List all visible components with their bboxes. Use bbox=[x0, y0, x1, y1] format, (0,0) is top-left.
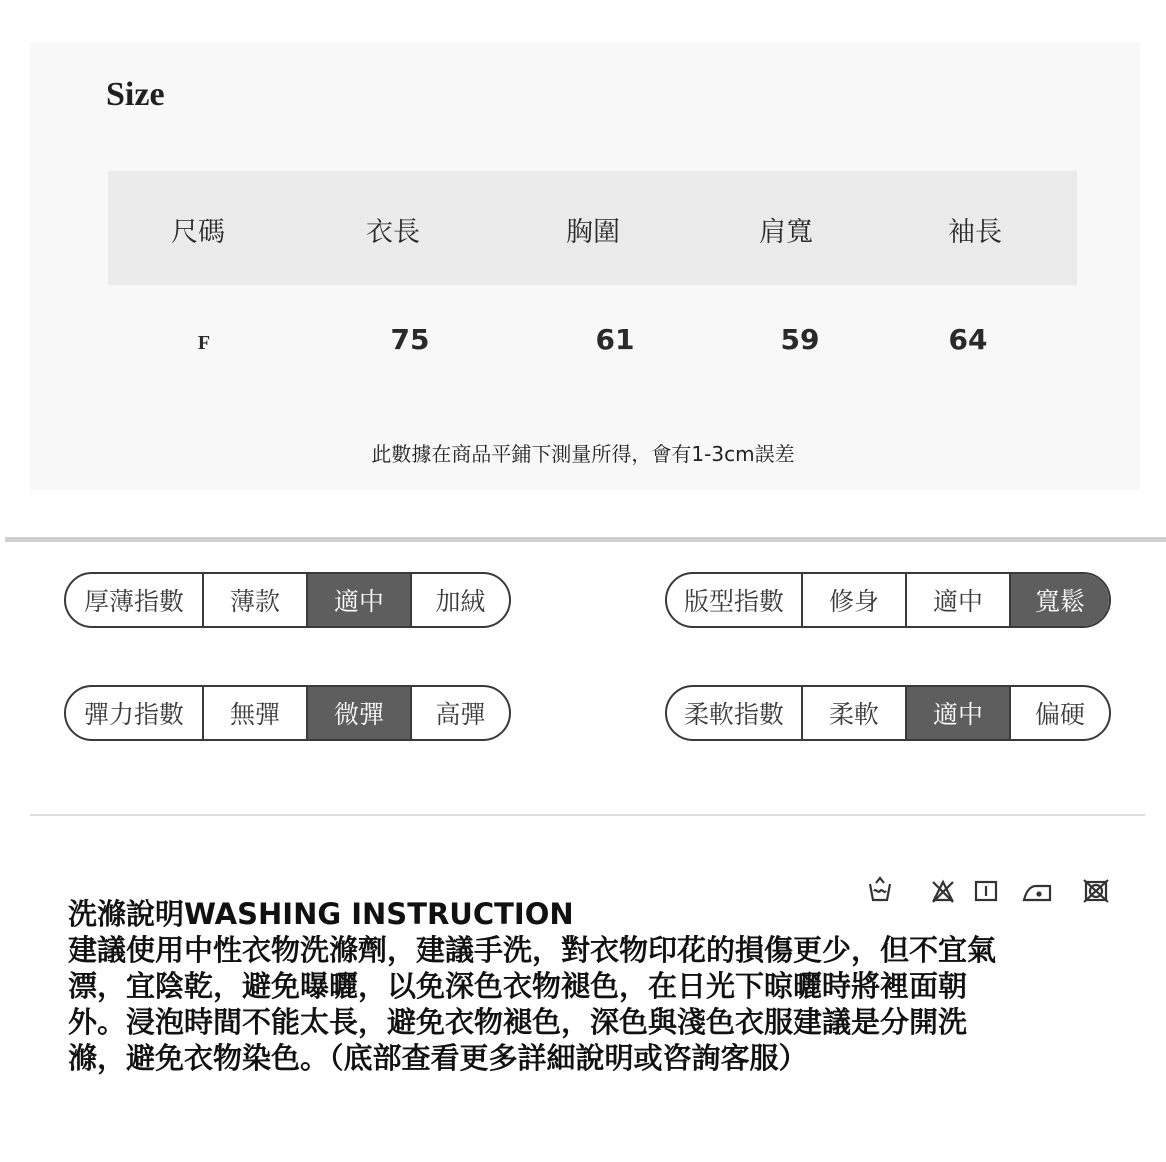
thickness-index-label: 厚薄指數 bbox=[83, 587, 184, 616]
softness-index bbox=[665, 685, 1111, 741]
value-sleeve: 64 bbox=[948, 323, 988, 356]
fit-option-slim: 修身 bbox=[801, 574, 905, 626]
softness-option-stiff: 偏硬 bbox=[1009, 687, 1109, 739]
softness-option-medium: 適中 bbox=[905, 687, 1009, 739]
washing-line: 建議使用中性衣物洗滌劑，建議手洗，對衣物印花的損傷更少，但不宜氣 bbox=[68, 933, 997, 967]
header-sleeve: 袖長 bbox=[948, 217, 1002, 248]
elasticity-option-none: 無彈 bbox=[202, 687, 306, 739]
softness-option-soft: 柔軟 bbox=[801, 687, 905, 739]
softness-index-label: 柔軟指數 bbox=[683, 700, 784, 729]
washing-title: 洗滌說明WASHING INSTRUCTION bbox=[68, 897, 574, 931]
elasticity-index bbox=[64, 685, 511, 741]
section-divider bbox=[5, 537, 1166, 542]
thickness-index bbox=[64, 572, 511, 628]
fit-option-loose: 寬鬆 bbox=[1009, 574, 1109, 626]
washing-instructions bbox=[68, 932, 1128, 1076]
section-divider-2 bbox=[30, 814, 1145, 816]
value-size: F bbox=[197, 332, 211, 354]
care-icons bbox=[864, 874, 1114, 906]
measurement-note: 此數據在商品平鋪下測量所得，會有1-3cm誤差 bbox=[371, 442, 795, 466]
header-chest: 胸圍 bbox=[566, 217, 620, 248]
fit-option-regular: 適中 bbox=[905, 574, 1009, 626]
thickness-option-medium: 適中 bbox=[306, 574, 410, 626]
value-shoulder: 59 bbox=[780, 323, 820, 356]
thickness-option-thin: 薄款 bbox=[202, 574, 306, 626]
no-bleach-icon bbox=[933, 882, 953, 902]
size-title: Size bbox=[106, 76, 165, 113]
fit-index bbox=[665, 572, 1111, 628]
thickness-option-fleece: 加絨 bbox=[410, 574, 509, 626]
washing-line: 滌，避免衣物染色。（底部查看更多詳細說明或咨詢客服） bbox=[68, 1041, 808, 1075]
fit-index-label: 版型指數 bbox=[683, 587, 784, 616]
elasticity-option-high: 高彈 bbox=[410, 687, 509, 739]
value-length: 75 bbox=[390, 323, 430, 356]
washing-line: 外。浸泡時間不能太長，避免衣物褪色，深色與淺色衣服建議是分開洗 bbox=[68, 1005, 968, 1039]
elasticity-index-label: 彈力指數 bbox=[83, 700, 184, 729]
washing-line: 漂，宜陰乾，避免曝曬，以免深色衣物褪色，在日光下晾曬時將裡面朝 bbox=[68, 969, 968, 1003]
no-tumble-dry-icon bbox=[1084, 880, 1108, 902]
iron-low-icon bbox=[1024, 886, 1050, 900]
hand-wash-icon bbox=[870, 878, 890, 900]
header-size: 尺碼 bbox=[171, 217, 225, 248]
header-shoulder: 肩寬 bbox=[759, 217, 813, 248]
elasticity-option-slight: 微彈 bbox=[306, 687, 410, 739]
header-length: 衣長 bbox=[366, 217, 420, 248]
value-chest: 61 bbox=[595, 323, 635, 356]
dry-flat-icon bbox=[976, 882, 996, 900]
